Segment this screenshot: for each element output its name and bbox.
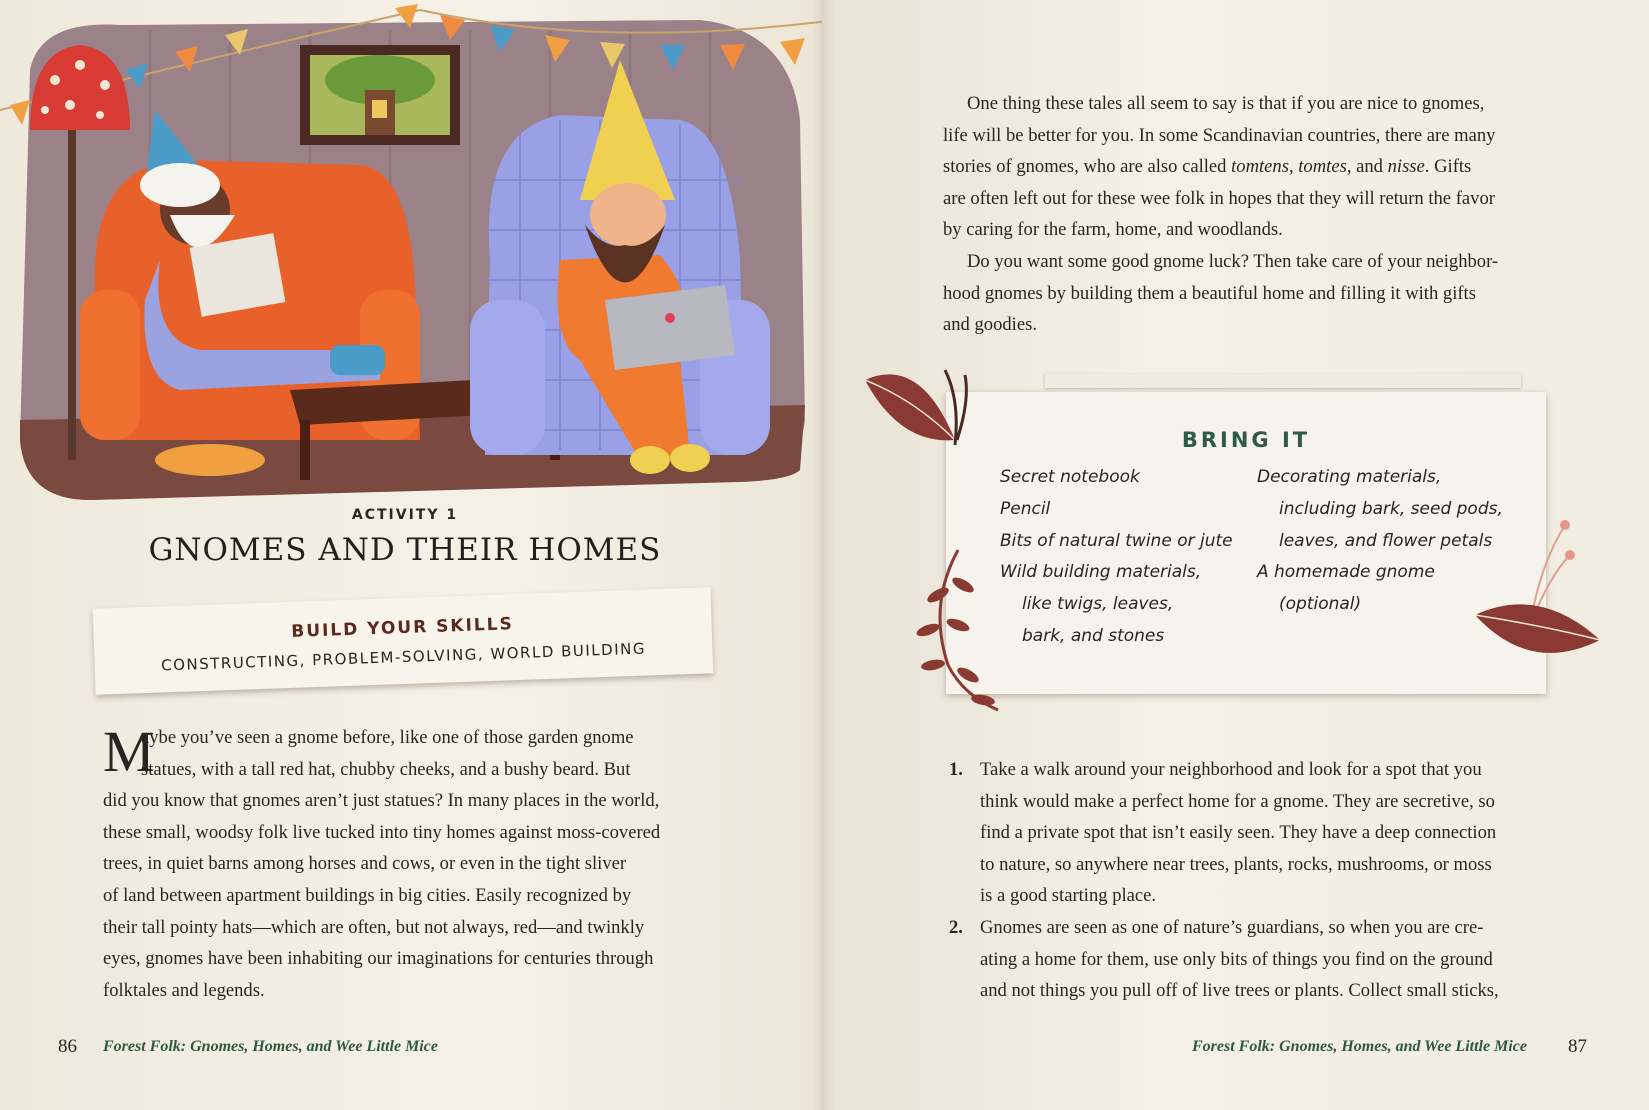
- intro-line-start: stories of gnomes, who are also called: [943, 156, 1232, 178]
- material-item: Bits of natural twine or jute: [1000, 530, 1233, 551]
- body-line: their tall pointy hats—which are often, but not always, red—and twinkly: [103, 916, 645, 938]
- body-line: did you know that gnomes aren’t just statues? In many places in the world,: [103, 790, 660, 812]
- intro-line: hood gnomes by building them a beautiful home and filling it with gifts: [943, 282, 1476, 304]
- skills-subtitle: CONSTRUCTING, PROBLEM-SOLVING, WORLD BUILDING: [160, 639, 647, 675]
- bring-it-card: [946, 392, 1546, 694]
- body-line: of land between apartment buildings in big cities. Easily recognized by: [103, 884, 632, 906]
- bring-it-card-back: [1045, 374, 1521, 388]
- body-line: these small, woodsy folk live tucked into tiny homes against moss-covered: [103, 821, 661, 843]
- step-number: 2.: [949, 916, 963, 938]
- left-body-text: [103, 719, 709, 1006]
- step-2-line: [945, 912, 1545, 944]
- running-footer-right: Forest Folk: Gnomes, Homes, and Wee Little Mice: [1192, 1038, 1527, 1055]
- bring-it-title: BRING IT: [1181, 428, 1311, 452]
- step-number: 1.: [949, 759, 963, 780]
- step-1-line: to nature, so anywhere near trees, plants, rocks, mushrooms, or moss: [980, 853, 1492, 875]
- page-number-right: 87: [1568, 1036, 1587, 1057]
- italic-term: tomtens: [1231, 156, 1289, 178]
- leaf-icon: [860, 360, 990, 470]
- step-text: Gnomes are seen as one of nature’s guardians, so when you are cre-: [980, 916, 1484, 938]
- material-item: including bark, seed pods,: [1279, 498, 1503, 519]
- right-intro-text: [943, 88, 1553, 341]
- step-text: Take a walk around your neighborhood and look for a spot that you: [980, 759, 1482, 780]
- material-item: bark, and stones: [1022, 625, 1165, 646]
- intro-line: by caring for the farm, home, and woodlands.: [943, 219, 1283, 241]
- intro-line: One thing these tales all seem to say is that if you are nice to gnomes,: [967, 93, 1485, 114]
- body-line: aybe you’ve seen a gnome before, like one of those garden gnome: [141, 727, 634, 748]
- activity-title: GNOMES AND THEIR HOMES: [148, 532, 662, 568]
- skills-title: BUILD YOUR SKILLS: [290, 614, 515, 642]
- step-2-line: ating a home for them, use only bits of things you find on the ground: [980, 948, 1493, 970]
- material-item: leaves, and flower petals: [1279, 530, 1493, 551]
- body-line: trees, in quiet barns among horses and cows, or even in the tight sliver: [103, 853, 627, 875]
- bring-it-column-2: [1257, 462, 1503, 621]
- page-number-left: 86: [58, 1036, 77, 1057]
- intro-line-tail: . Gifts: [1424, 156, 1472, 178]
- running-footer-left: Forest Folk: Gnomes, Homes, and Wee Little Mice: [103, 1038, 438, 1055]
- intro-line: and goodies.: [943, 314, 1037, 336]
- gnomes-illustration: [0, 0, 822, 505]
- steps-list: [945, 754, 1545, 1007]
- activity-label: ACTIVITY 1: [351, 507, 459, 523]
- intro-line: life will be better for you. In some Scandinavian countries, there are many: [943, 124, 1496, 146]
- italic-term: tomtes: [1298, 156, 1347, 178]
- material-item: (optional): [1279, 594, 1362, 615]
- intro-line: [943, 151, 1553, 183]
- step-1-line: think would make a perfect home for a gnome. They are secretive, so: [980, 790, 1495, 812]
- leaf-branch-icon: [1470, 515, 1610, 680]
- italic-term: nisse: [1387, 156, 1425, 178]
- material-item: Secret notebook: [1000, 467, 1140, 487]
- body-line: folktales and legends.: [103, 979, 265, 1001]
- intro-line: Do you want some good gnome luck? Then take care of your neighbor-: [967, 250, 1499, 272]
- step-1-line: find a private spot that isn’t easily seen. They have a deep connection: [980, 822, 1497, 844]
- material-item: Wild building materials,: [1000, 562, 1202, 583]
- separator: ,: [1288, 156, 1299, 178]
- drop-cap: M: [103, 719, 155, 784]
- body-line: statues, with a tall red hat, chubby cheeks, and a bushy beard. But: [141, 758, 631, 780]
- material-item: Decorating materials,: [1257, 467, 1442, 487]
- intro-line: are often left out for these wee folk in hopes that they will return the favor: [943, 187, 1495, 209]
- bring-it-column-1: [1000, 462, 1233, 653]
- material-item: like twigs, leaves,: [1022, 594, 1174, 615]
- material-item: A homemade gnome: [1257, 562, 1435, 583]
- step-2-line: and not things you pull off of live trees or plants. Collect small sticks,: [980, 980, 1499, 1002]
- separator: , and: [1346, 156, 1388, 178]
- twig-icon: [908, 545, 1008, 715]
- step-1-line: [945, 754, 1545, 786]
- step-1-line: is a good starting place.: [980, 885, 1157, 907]
- body-line: eyes, gnomes have been inhabiting our imaginations for centuries through: [103, 948, 654, 970]
- material-item: Pencil: [1000, 498, 1051, 519]
